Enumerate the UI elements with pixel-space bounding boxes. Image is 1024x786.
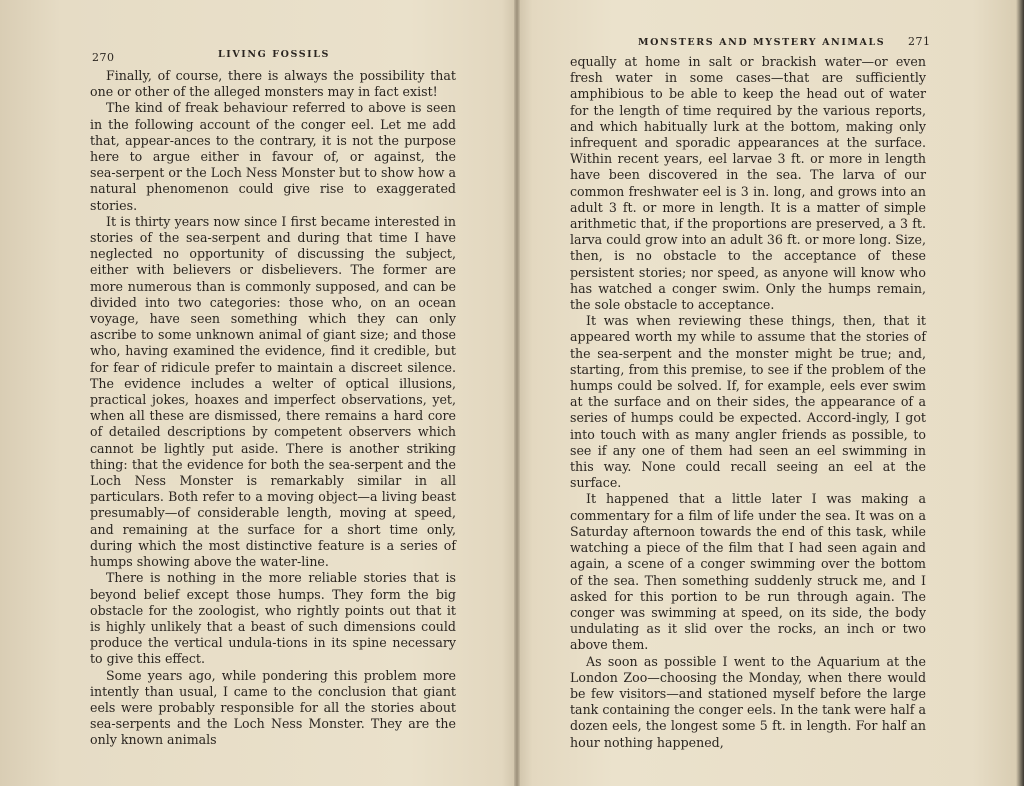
right-running-head: MONSTERS AND MYSTERY ANIMALS [638,37,886,48]
paragraph: Finally, of course, there is always the possibility that one or other of the alleged monsters may in fact exist! [90,68,456,100]
right-page-text [570,54,926,751]
paragraph: equally at home in salt or brackish water—or even fresh water in some cases—that are sufficiently amphibious to be able to keep the head out of water for the length of time required by the various reports, and which habitually lurk at the bottom, making only infrequent and sporadic appearances at the surface. Within recent years, eel larvae 3 ft. or more in length have been discovered in the sea. The larva of our common freshwater eel is 3 in. long, and grows into an adult 3 ft. or more in length. It is a matter of simple arithmetic that, if the proportions are preserved, a 3 ft. larva could grow into an adult 36 ft. or more long. Size, then, is no obstacle to the acceptance of these persistent stories; nor speed, as anyone will know who has watched a conger swim. Only the humps remain, the sole obstacle to acceptance. [570,54,926,313]
paragraph: It was when reviewing these things, then, that it appeared worth my while to assume that the stories of the sea‑serpent and the monster might be true; and, starting, from this premise, to see if the problem of the humps could be solved. If, for example, eels ever swim at the surface and on their sides, the appearance of a series of humps could be expected. Accord‑ingly, I got into touch with as many angler friends as possible, to see if any one of them had seen an eel swimming in this way. None could recall seeing an eel at the surface. [570,313,926,491]
right-page [520,0,1024,786]
left-page-number: 270 [92,51,115,64]
paragraph: There is nothing in the more reliable stories that is beyond belief except those humps. They form the big obstacle for the zoologist, who rightly points out that it is highly unlikely that a beast of such dimensions could produce the vertical undula‑tions in its spine necessary to give this effect. [90,570,456,667]
paragraph: Some years ago, while pondering this problem more intently than usual, I came to the conclusion that giant eels were probably responsible for all the stories about sea‑serpents and the Loch Ness Monster. They are the only known animals [90,667,456,748]
right-page-number: 271 [908,35,931,48]
paragraph: It is thirty years now since I first became interested in stories of the sea‑serpent and during that time I have neglected no opportunity of discussing the subject, either with believers or disbelievers. The former are more numerous than is commonly supposed, and can be divided into two categories: those who, on an ocean voyage, have seen something which they can only ascribe to some unknown animal of giant size; and those who, having examined the evidence, find it credible, but for fear of ridicule prefer to maintain a discreet silence. The evidence includes a welter of optical illusions, practical jokes, hoaxes and imperfect observations, yet, when all these are dismissed, there remains a hard core of detailed descriptions by competent observers which cannot be lightly put aside. There is another striking thing: that the evidence for both the sea‑serpent and the Loch Ness Monster is remarkably similar in all particulars. Both refer to a moving object—a living beast presumably—of considerable length, moving at speed, and remaining at the surface for a short time only, during which the most distinctive feature is a series of humps showing above the water‑line. [90,213,456,570]
paragraph: As soon as possible I went to the Aquarium at the London Zoo—choosing the Monday, when there would be few visitors—and stationed myself before the large tank containing the conger eels. In the tank were half a dozen eels, the longest some 5 ft. in length. For half an hour nothing happened, [570,653,926,750]
left-page-text [90,68,456,749]
left-running-head: LIVING FOSSILS [218,49,330,60]
paragraph: The kind of freak behaviour referred to above is seen in the following account of the conger eel. Let me add that, appear‑ances to the contrary, it is not the purpose here to argue either in favour of, or against, the sea‑serpent or the Loch Ness Monster but to show how a natural phenomenon could give rise to exaggerated stories. [90,100,456,213]
paragraph: It happened that a little later I was making a commentary for a film of life under the sea. It was on a Saturday afternoon towards the end of this task, while watching a piece of the film that I had seen again and again, a scene of a conger swimming over the bottom of the sea. Then something suddenly struck me, and I asked for this portion to be run through again. The conger was swimming at speed, on its side, the body undulating as it slid over the rocks, an inch or two above them. [570,491,926,653]
